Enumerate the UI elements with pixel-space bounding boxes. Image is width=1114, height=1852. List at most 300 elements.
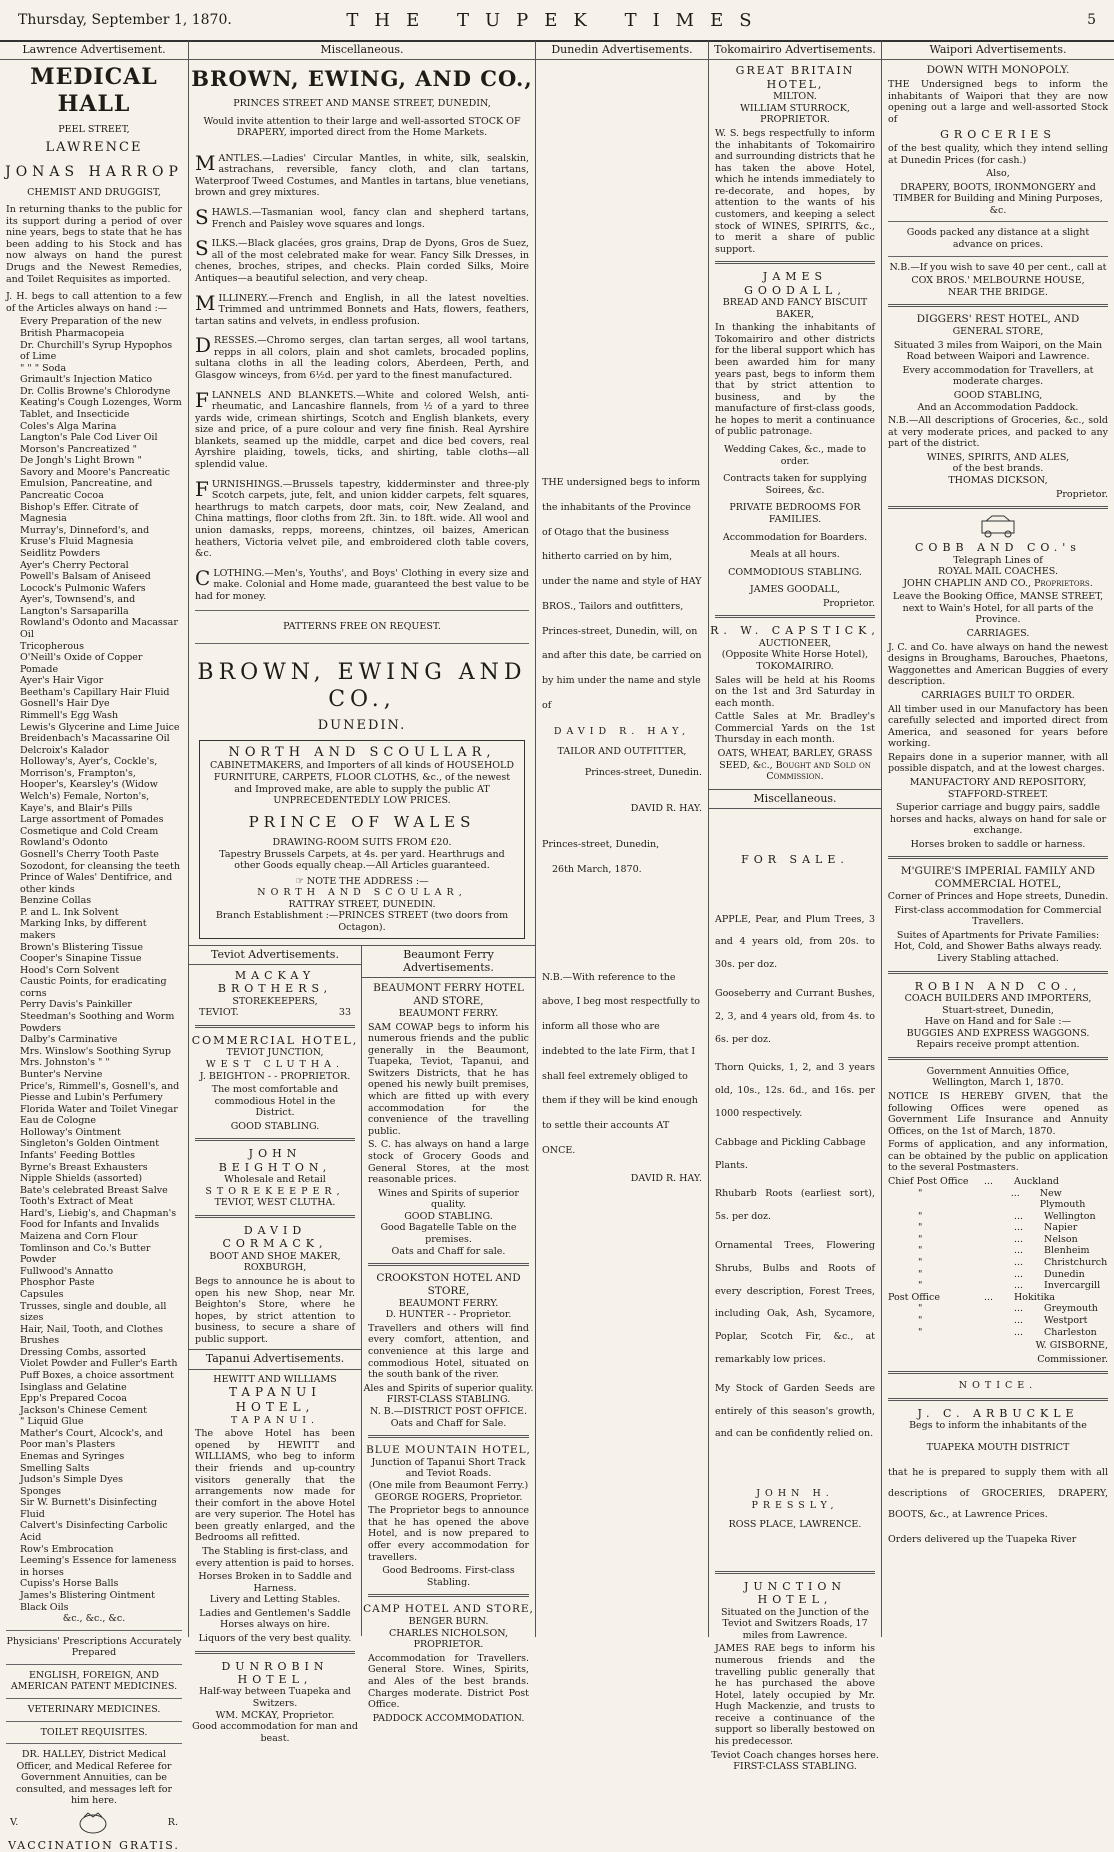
ad-line: BREAD AND FANCY BISCUIT	[722, 297, 868, 309]
ad-line: TEVIOT JUNCTION,	[226, 1047, 324, 1059]
article-item: Every Preparation of the new British Pharmacopeia	[20, 316, 162, 339]
article-item: Judson's Simple Dyes	[20, 1474, 124, 1486]
ad-line: And an Accommodation Paddock.	[917, 401, 1079, 413]
office-town: Nelson	[1044, 1233, 1078, 1245]
office-row	[888, 1315, 1108, 1327]
article-item: Cupiss's Horse Balls	[20, 1578, 119, 1590]
ad-line: WEST CLUTHA.	[205, 1058, 345, 1070]
ad-line: STAFFORD-STREET.	[947, 788, 1049, 800]
article-item: Lewis's Glycerine and Lime Juice	[20, 721, 180, 733]
office-dots: ...	[1014, 1210, 1024, 1222]
ad-body: that he is prepared to supply them with all descriptions of GROCERIES, DRAPERY, BOOTS, &c., at Lawrence Prices.	[888, 1467, 1108, 1521]
column-teviot	[189, 946, 362, 1744]
ad-body: In thanking the inhabitants of Tokomairiro and other districts for the liberal support which has been awarded him for many years past, begs to inform them that by strict attention to business, and by the manufacture of first-class goods, he hopes to merit a continuance of public patronage.	[715, 322, 875, 438]
office-dots: ...	[1014, 1245, 1024, 1257]
ad-line: Half-way between Tuapeka and Switzers.	[199, 1686, 351, 1710]
ad-town: LAWRENCE	[45, 139, 143, 155]
ad-title: BROWN, EWING, AND CO.,	[191, 66, 533, 92]
article-item: Dr. Collis Browne's Chlorodyne	[20, 385, 171, 397]
ad-line: WM. MCKAY, Proprietor.	[215, 1709, 335, 1721]
ad-body: JAMES RAE begs to inform his numerous friends and the travelling public generally that he has purchased the above Hotel, lately occupied by Mr. Hugh Mackenzie, and trusts to receive a continuance of the support so liberally bestowed on his predecessor.	[715, 1643, 875, 1748]
ad-title: TAPANUI HOTEL,	[228, 1385, 321, 1415]
article-item: Sponges	[20, 1485, 62, 1497]
ad-line: NORTH AND SCOULAR,	[257, 887, 467, 899]
ad-line: Proprietor.	[823, 597, 875, 609]
section-header: Miscellaneous.	[189, 41, 535, 60]
article-item: Enemas and Syringes	[20, 1451, 125, 1463]
article-item: Black Oils	[20, 1601, 69, 1613]
ad-body: Superior carriage and buggy pairs, saddle horses and hacks, always on hand for sale or exchange.	[889, 802, 1107, 837]
ad-line: AUCTIONEER,	[758, 637, 832, 649]
ad-body: CABINETMAKERS, and Importers of all kinds of HOUSEHOLD FURNITURE, CARPETS, FLOOR CLOTHS, &c., of the newest and Improved make, are able to supply the public AT UNPRECEDENTEDLY LOW PRICES.	[210, 760, 514, 807]
ad-body: Situated 3 miles from Waipori, on the Main Road between Waipori and Lawrence.	[893, 339, 1103, 363]
article-item: Delcroix's Kalador	[20, 744, 109, 756]
ad-trade: CHEMIST AND DRUGGIST,	[27, 186, 161, 198]
ad-address: RATTRAY STREET, DUNEDIN.	[288, 898, 436, 910]
article-item: Steedman's Soothing and Worm Powders	[20, 1011, 175, 1034]
ad-title: CAMP HOTEL AND STORE,	[363, 1603, 534, 1616]
office-kind: "	[918, 1326, 923, 1338]
ad-line: TAILOR AND OUTFITTER,	[557, 745, 687, 757]
ad-line: N. B.—DISTRICT POST OFFICE.	[370, 1405, 527, 1417]
ad-line: PADDOCK ACCOMMODATION.	[372, 1712, 525, 1724]
ad-body: Rhubarb Roots (earliest sort), 5s. per doz.	[715, 1188, 875, 1223]
office-town: Napier	[1044, 1222, 1078, 1234]
ad-town: BEAUMONT FERRY.	[398, 1297, 499, 1309]
ad-signature: DAVID R. HAY.	[630, 1173, 702, 1185]
article-item: Hard's, Liebig's, and Chapman's Food for Infants and Invalids	[20, 1207, 177, 1231]
newspaper-title: THE TUPEK TIMES	[346, 10, 768, 31]
section-header: Waipori Advertisements.	[882, 41, 1114, 60]
article-item: Infants' Feeding Bottles	[20, 1149, 136, 1161]
article-item: Beetham's Capillary Hair Fluid	[20, 686, 170, 698]
ad-line: Physicians' Prescriptions Accurately Prepared	[6, 1635, 182, 1659]
office-town: Dunedin	[1044, 1268, 1085, 1280]
ad-body: My Stock of Garden Seeds are entirely of this season's growth, and can be confidently relied on.	[715, 1382, 875, 1440]
ad-title: MACKAY BROTHERS,	[217, 969, 333, 996]
sub-columns	[189, 945, 535, 1744]
royal-cipher-v: V.	[10, 1817, 19, 1829]
article-item: Seidlitz Powders	[20, 547, 101, 559]
office-town: Charleston	[1044, 1326, 1097, 1338]
ad-date: 26th March, 1870.	[552, 864, 642, 876]
drapery-list	[189, 150, 535, 603]
office-dots: ...	[1014, 1257, 1024, 1269]
ad-line: COMMODIOUS STABLING.	[728, 566, 862, 578]
ad-body: The above Hotel has been opened by HEWITT and WILLIAMS, who beg to inform their friends and up-country visitors generally that the arrangements now made for their comfort in the above Hotel are very superior. The Hotel has been greatly enlarged, and the Bedrooms all refitted.	[195, 1428, 355, 1544]
article-item: Puff Boxes, a choice assortment	[20, 1369, 174, 1381]
article-item: Capsules	[20, 1288, 64, 1300]
ad-line: GEORGE ROGERS, Proprietor.	[374, 1491, 523, 1503]
ad-body: N.B.—If you wish to save 40 per cent., call at	[889, 261, 1107, 273]
ad-title: R. W. CAPSTICK,	[710, 624, 880, 638]
office-dots: ...	[1014, 1233, 1024, 1245]
article-item: Caustic Points, for eradicating corns	[20, 976, 167, 999]
office-dots: ...	[1014, 1314, 1024, 1326]
ad-line: MANUFACTORY AND REPOSITORY,	[909, 776, 1087, 788]
ad-line: FIRST-CLASS STABLING.	[733, 1761, 857, 1773]
ad-line: Teviot Coach changes horses here.	[711, 1749, 879, 1761]
ad-title: JUNCTION HOTEL,	[743, 1579, 847, 1607]
ad-body: Leave the Booking Office, MANSE STREET, next to Wain's Hotel, for all parts of the Province.	[892, 591, 1104, 626]
article-item: Maizena and Corn Flour	[20, 1231, 138, 1243]
ad-line: of the best brands.	[952, 463, 1044, 475]
article-item: Prince of Wales' Dentifrice, and other kinds	[20, 872, 173, 895]
ad-body: THE undersigned begs to inform the inhabitants of the Province of Otago that the business hitherto carried on by him, under the name and style of HAY BROS., Tailors and outfitters, Princes-street, Dunedin, will, on and after this date, be carried on by him under the name and style of	[542, 477, 702, 711]
ad-line: Junction of Tapanui Short Track and Teviot Roads.	[371, 1456, 526, 1480]
office-town: Invercargill	[1044, 1280, 1101, 1292]
drapery-paragraph: SHAWLS.—Tasmanian wool, fancy clan and shepherd tartans, French and Paisley wove squares and longs.	[195, 205, 529, 230]
office-row	[888, 1269, 1108, 1281]
ad-line: GOOD STABLING.	[230, 1120, 320, 1132]
ad-body: The most comfortable and commodious Hotel in the District.	[211, 1084, 339, 1119]
ad-line: VACCINATION GRATIS.	[8, 1839, 180, 1852]
ad-line: (Opposite White Horse Hotel),	[721, 649, 869, 661]
ad-title: M'GUIRE'S IMPERIAL FAMILY AND COMMERCIAL HOTEL,	[900, 865, 1096, 891]
ad-etc: &c., &c., &c.	[62, 1613, 126, 1625]
ad-line: STOREKEEPER,	[205, 1185, 345, 1197]
article-item: Dressing Combs, assorted	[20, 1346, 146, 1358]
section-header: Beaumont Ferry Advertisements.	[362, 946, 535, 979]
ad-body: THE Undersigned begs to inform the inhabitants of Waipori that they are now opening out a large and well-assorted Stock of	[888, 79, 1108, 125]
article-item: Rowland's Odonto and Macassar Oil	[20, 617, 178, 640]
article-item: Large assortment of Pomades	[20, 814, 164, 826]
article-item: Sozodont, for cleansing the teeth	[20, 860, 180, 872]
ad-line: VETERINARY MEDICINES.	[27, 1704, 161, 1715]
ad-title: DUNROBIN HOTEL,	[221, 1659, 329, 1687]
article-item: Holloway's Ointment	[20, 1126, 121, 1138]
ad-title: J. C. ARBUCKLE	[917, 1406, 1079, 1420]
ad-body: Every accommodation for Travellers, at moderate charges.	[902, 364, 1094, 388]
ad-title: CROOKSTON HOTEL AND STORE,	[376, 1272, 521, 1297]
ad-title: BLUE MOUNTAIN HOTEL,	[366, 1444, 531, 1457]
column-beaumont	[362, 946, 535, 1724]
drapery-paragraph: FURNISHINGS.—Brussels tapestry, kidderminster and three-ply Scotch carpets, jute, felt, and union kidder carpets, felt squares, hearthrugs to match carpets, door mats, coir, New Zealand, and China mattings, floor cloths from 2ft. 3in. to 18ft. wide. All wool and union damasks, repps, moreens, chintzes, oil baizes, American heathers, Victoria velvet pile, and embroidered cloth table covers, &c.	[195, 476, 529, 560]
ad-line: Ales and Spirits of superior quality.	[363, 1382, 534, 1394]
ad-title: FOR SALE.	[741, 853, 849, 867]
ad-address: Corner of Princes and Hope streets, Dunedin.	[887, 891, 1109, 903]
ad-body: Repairs done in a superior manner, with all possible dispatch, and at the lowest charges.	[888, 751, 1108, 775]
article-item: Mather's Court, Alcock's, and Poor man's Plasters	[20, 1427, 163, 1451]
office-dots: ...	[1010, 1187, 1020, 1199]
ad-title: NORTH AND SCOULLAR,	[228, 744, 496, 760]
article-item: Violet Powder and Fuller's Earth	[20, 1358, 178, 1370]
office-dots: ...	[984, 1176, 994, 1188]
ad-address: ROSS PLACE, LAWRENCE.	[728, 1519, 862, 1531]
ad-signature: JOHN H. PRESSLY,	[751, 1488, 839, 1511]
section-header: Tapanui Advertisements.	[189, 1349, 361, 1369]
article-item: Cooper's Sinapine Tissue	[20, 953, 142, 965]
office-town: Blenheim	[1044, 1245, 1090, 1257]
article-item: Hair, Nail, Tooth, and Clothes Brushes	[20, 1323, 163, 1347]
column-tokomairiro	[709, 41, 882, 1773]
office-kind: "	[918, 1257, 923, 1269]
article-item: Ayer's Cherry Pectoral	[20, 559, 129, 571]
article-item: Eau de Cologne	[20, 1115, 97, 1127]
ad-line: ENGLISH, FOREIGN, AND AMERICAN PATENT MEDICINES.	[10, 1669, 178, 1693]
article-item: Holloway's, Ayer's, Cockle's, Morrison's, Frampton's, Hooper's, Kearsley's (Widow Welch's) Female, Norton's, Kaye's, and Blair's Pills	[20, 756, 158, 814]
ad-line: ☞ NOTE THE ADDRESS :—	[295, 875, 429, 887]
article-item: Bunter's Nervine	[20, 1068, 103, 1080]
ad-line: OATS, WHEAT, BARLEY, GRASS SEED, &c., Bought and Sold on Commission.	[717, 748, 873, 783]
ad-line: BOOT AND SHOE MAKER,	[209, 1250, 341, 1262]
article-item: Marking Inks, by different makers	[20, 918, 147, 941]
ad-line: CARRIAGES.	[966, 628, 1030, 640]
drapery-paragraph: MILLINERY.—French and English, in all the latest novelties. Trimmed and untrimmed Bonnets and Hats, flowers, feathers, tartan satins and velvets, in endless profusion.	[195, 290, 529, 327]
ad-line: Government Annuities Office,	[926, 1065, 1070, 1077]
ad-town: TEVIOT.	[199, 1007, 239, 1019]
ad-line: GROCERIES	[940, 127, 1056, 141]
article-item: Tricopherous	[20, 640, 85, 652]
article-item: Grimault's Injection Matico	[20, 374, 153, 386]
ad-line: Telegraph Lines of	[953, 554, 1043, 566]
article-item: Locock's Pulmonic Wafers	[20, 582, 146, 594]
ad-body: S. C. has always on hand a large stock of Grocery Goods and General Stores, at the most reasonable prices.	[368, 1139, 529, 1186]
office-row	[888, 1176, 1108, 1188]
article-item: " Liquid Glue	[20, 1416, 84, 1428]
article-item: Benzine Collas	[20, 895, 92, 907]
ad-line: TEVIOT, WEST CLUTHA.	[214, 1197, 336, 1209]
article-item: Row's Embrocation	[20, 1543, 114, 1555]
ad-body: Begs to announce he is about to open his new Shop, near Mr. Beighton's Store, where he hopes, by strict attention to business, to secure a share of public support.	[195, 1275, 355, 1345]
ad-line: Liquors of the very best quality.	[198, 1633, 352, 1645]
article-item: Morson's Pancreatized "	[20, 443, 138, 455]
ad-line: Contracts taken for supplying Soirees, &c.	[723, 473, 867, 496]
article-item: " " " Soda	[20, 362, 67, 374]
ad-body: NOTICE IS HEREBY GIVEN, that the following Offices were opened as Government Life Insurance and Annuity Offices, on the 1st of March, 1870.	[888, 1090, 1108, 1137]
office-dots: ...	[1014, 1303, 1024, 1315]
office-kind: "	[918, 1245, 923, 1257]
ad-body: Cattle Sales at Mr. Bradley's Commercial Yards on the 1st Thursday in each month.	[715, 711, 875, 746]
ad-line: Horses broken to saddle or harness.	[910, 838, 1086, 850]
page-number: 5	[1087, 12, 1096, 28]
ad-proprietor: JONAS HARROP	[5, 163, 183, 180]
office-kind: "	[918, 1187, 923, 1199]
ad-town: DUNEDIN.	[317, 717, 407, 733]
office-kind: Chief Post Office	[888, 1176, 969, 1188]
ad-line: Have on Hand and for Sale :—	[924, 1016, 1072, 1028]
ad-line: Oats and Chaff for Sale.	[390, 1417, 507, 1429]
ad-body: Ornamental Trees, Flowering Shrubs, Bulbs and Roots of every description, Forest Trees, including Oak, Ash, Sycamore, Poplar, Scotch Fir, &c., at remarkably low prices.	[715, 1239, 875, 1365]
royal-cipher-r: R.	[167, 1817, 178, 1829]
drapery-paragraph: CLOTHING.—Men's, Youths', and Boys' Clothing in every size and make. Colonial and Home made, guaranteed the best value to be had for money.	[195, 565, 529, 602]
ad-signature: W. GISBORNE,	[1035, 1340, 1108, 1352]
ad-line: Horses Broken in to Saddle and Harness.	[198, 1571, 352, 1594]
article-item: Bate's celebrated Breast Salve	[20, 1184, 168, 1196]
office-list	[882, 1176, 1114, 1338]
ad-signature: JAMES GOODALL,	[749, 584, 841, 596]
office-town: Auckland	[1014, 1176, 1059, 1188]
section-header: Miscellaneous.	[709, 789, 881, 809]
ad-title: COMMERCIAL HOTEL,	[191, 1033, 359, 1047]
article-item: Bishop's Effer. Citrate of Magnesia	[20, 501, 139, 525]
ad-line: Commissioner.	[1037, 1353, 1108, 1365]
drapery-paragraph: MANTLES.—Ladies' Circular Mantles, in white, silk, sealskin, astrachans, reversible, fancy cloth, and clan tartans, Waterproof Tweed Costumes, and Mantles in tartans, blue venetians, brown and grey mixtures.	[195, 150, 529, 199]
ad-line: Situated on the Junction of the Teviot and Switzers Roads, 17 miles from Lawrence.	[720, 1606, 869, 1641]
article-item: Savory and Moore's Pancreatic Emulsion, Pancreatine, and Pancreatic Cocoa	[20, 466, 170, 502]
office-town: New Plymouth	[1039, 1187, 1086, 1211]
ad-line: J. BEIGHTON - - PROPRIETOR.	[199, 1070, 351, 1082]
ad-line: COX BROS.' MELBOURNE HOUSE,	[911, 275, 1085, 287]
drapery-paragraph: DRESSES.—Chromo serges, clan tartan serges, all wool tartans, repps in all colors, plain and shot camlets, brocaded poplins, sultana cloths in all the leading colors, Aberdeen, Perth, and Glasgow winceys, from 6½d. per yard to the finest manufactured.	[195, 333, 529, 381]
office-row	[888, 1245, 1108, 1257]
office-town: Christchurch	[1044, 1257, 1108, 1269]
ad-body: First-class accommodation for Commercial Travellers.	[894, 904, 1102, 928]
office-dots: ...	[1014, 1326, 1024, 1338]
ad-line: Meals at all hours.	[750, 549, 840, 561]
article-item: Isinglass and Gelatine	[20, 1381, 127, 1393]
section-header: Lawrence Advertisement.	[0, 41, 188, 60]
office-row	[888, 1280, 1108, 1292]
article-item: Keating's Cough Lozenges, Worm Tablet, and Insecticide	[20, 397, 182, 420]
ad-body: DRAPERY, BOOTS, IRONMONGERY and TIMBER for Building and Mining Purposes, &c.	[893, 181, 1103, 216]
ad-body: Travellers and others will find every comfort, attention, and convenience at this large and commodious Hotel, situated on the south bank of the river.	[368, 1322, 529, 1381]
ad-address: Princes-street, Dunedin,	[542, 838, 660, 850]
article-item: Price's, Rimmell's, Gosnell's, and Piesse and Lubin's Perfumery	[20, 1080, 180, 1104]
office-kind: "	[918, 1210, 923, 1222]
ad-line: BUGGIES AND EXPRESS WAGGONS.	[906, 1027, 1090, 1039]
ad-line: GOOD STABLING,	[953, 389, 1043, 401]
article-item: Epp's Prepared Cocoa	[20, 1393, 127, 1405]
office-kind: "	[918, 1233, 923, 1245]
ad-body: APPLE, Pear, and Plum Trees, 3 and 4 years old, from 20s. to 30s. per doz.	[715, 913, 875, 971]
office-row	[888, 1327, 1108, 1339]
ad-address: PRINCES STREET AND MANSE STREET, DUNEDIN,	[233, 98, 491, 110]
section-header: Dunedin Advertisements.	[536, 41, 708, 60]
ad-body: J. H. begs to call attention to a few of the Articles always on hand :—	[6, 291, 182, 314]
article-item: Leeming's Essence for lameness in horses	[20, 1555, 177, 1578]
ad-title: DOWN WITH MONOPOLY.	[926, 64, 1070, 77]
ad-line: FIRST-CLASS STABLING.	[386, 1394, 511, 1406]
ad-body: DR. HALLEY, District Medical Officer, and Medical Referee for Government Annuities, can be consulted, and messages left for him here.	[15, 1749, 173, 1807]
article-item: Perry Davis's Painkiller	[20, 999, 132, 1011]
ad-line: Proprietor.	[1056, 488, 1108, 500]
ad-town: TAPANUI.	[230, 1414, 320, 1426]
column-dunedin	[536, 41, 709, 1637]
ad-line: Oats and Chaff for sale.	[391, 1245, 506, 1257]
article-item: Nipple Shields (assorted)	[20, 1173, 143, 1185]
issue-date: Thursday, September 1, 1870.	[18, 12, 232, 28]
office-kind: "	[918, 1314, 923, 1326]
ad-title: MEDICAL HALL	[30, 64, 158, 118]
ad-line: TOILET REQUISITES.	[40, 1726, 148, 1738]
ad-title: ROBIN AND CO.,	[914, 979, 1082, 993]
section-header: Teviot Advertisements.	[189, 946, 361, 965]
ad-body: J. C. and Co. have always on hand the newest designs in Broughams, Barouches, Phaetons, Waggonettes and American Buggies of every description.	[888, 641, 1108, 688]
ad-line: Repairs receive prompt attention.	[916, 1039, 1080, 1051]
royal-crest-icon	[76, 1811, 110, 1835]
ad-line: WILLIAM STURROCK, PROPRIETOR.	[740, 102, 850, 126]
article-item: Hood's Corn Solvent	[20, 964, 120, 976]
article-item: P. and L. Ink Solvent	[20, 906, 119, 918]
ad-address: PEEL STREET,	[58, 124, 130, 136]
ad-address: Stuart-street, Dunedin,	[942, 1004, 1054, 1016]
ad-body: SAM COWAP begs to inform his numerous friends and the public generally in the Beaumont, Tuapeka, Teviot, Tapanui, and Switzers Districts, that he has opened his newly built premises, which are fitted up with every accommodation for the convenience of the travelling public.	[368, 1021, 529, 1137]
office-row	[888, 1292, 1108, 1304]
ad-address: Branch Establishment :—PRINCES STREET (two doors from Octagon).	[215, 910, 509, 934]
ad-signature: DAVID R. HAY.	[630, 803, 702, 815]
ad-line: PATTERNS FREE ON REQUEST.	[283, 621, 441, 633]
ad-line: BAKER,	[775, 308, 815, 320]
column-waipori	[882, 41, 1114, 1637]
ad-town: BEAUMONT FERRY.	[398, 1008, 499, 1019]
ad-body: of the best quality, which they intend selling at Dunedin Prices (for cash.)	[888, 142, 1108, 166]
ad-body: W. S. begs respectfully to inform the inhabitants of Tokomairiro and surrounding districts that he has taken the above Hotel, which he intends immediately to re-decorate, and hopes, by attention to the wants of his customers, and keeping a select stock of WINES, SPIRITS, &c., to merit a share of public support.	[715, 127, 875, 255]
drapery-paragraph: FLANNELS AND BLANKETS.—White and colored Welsh, anti-rheumatic, and Lancashire flannels, from ½ of a yard to three yards wide, crimean shirtings, Scotch and English blankets, every size and price, of a pure colour and very fine finish. Real Ayrshire blankets, seamed up the middle, carpet and dice bed covers, real Ayrshire plaiding, towels, ticks, and shirting, table cloths—all splendid value.	[195, 387, 529, 471]
ad-line: HEWITT AND WILLIAMS	[213, 1373, 337, 1385]
ad-body: Accommodation for Travellers. General Store. Wines, Spirits, and Ales of the best brands. Charges moderate. District Post Office.	[368, 1652, 529, 1711]
ad-title: DAVID CORMACK,	[222, 1223, 328, 1251]
ad-line: Wines and Spirits of superior quality.	[378, 1187, 519, 1211]
article-item: Calvert's Disinfecting Carbolic Acid	[20, 1520, 168, 1544]
masthead	[0, 0, 1114, 42]
ad-line: CARRIAGES BUILT TO ORDER.	[921, 689, 1075, 701]
ad-body: Would invite attention to their large and well-assorted STOCK OF DRAPERY, imported direct from the Home Markets.	[203, 115, 521, 139]
office-row	[888, 1303, 1108, 1315]
office-row	[888, 1234, 1108, 1246]
ad-line: GENERAL STORE,	[952, 326, 1044, 338]
office-dots: ...	[1014, 1222, 1024, 1234]
ad-body: Suites of Apartments for Private Families: Hot, Cold, and Shower Baths always ready. Livery Stabling attached.	[894, 929, 1102, 964]
article-item: Rimmell's Egg Wash	[20, 710, 119, 722]
ad-title: DAVID R. HAY,	[553, 726, 691, 738]
ad-body: Gooseberry and Currant Bushes, 2, 3, and 4 years old, from 4s. to 6s. per doz.	[715, 987, 875, 1045]
office-kind: Post Office	[888, 1291, 940, 1303]
office-dots: ...	[1014, 1280, 1024, 1292]
ad-town: BENGER BURN.	[408, 1616, 489, 1628]
ad-line: Also,	[986, 168, 1010, 180]
ad-body: All timber used in our Manufactory has been carefully selected and imported direct from America, and seasoned for years before working.	[888, 703, 1108, 750]
ad-title: BEAUMONT FERRY HOTEL AND STORE,	[373, 982, 524, 1008]
ad-title: COBB AND CO.'s	[915, 541, 1081, 555]
office-kind: "	[918, 1303, 923, 1315]
ad-signature: THOMAS DICKSON,	[948, 475, 1048, 487]
ad-line: Wholesale and Retail	[224, 1174, 326, 1186]
ad-line: DRAWING-ROOM SUITS FROM £20.	[272, 836, 452, 848]
ad-title: GREAT BRITAIN HOTEL,	[735, 64, 855, 91]
article-item: Powell's Balsam of Aniseed	[20, 571, 151, 583]
ad-number: 33	[338, 1007, 351, 1019]
article-item: Ayer's, Townsend's, and Langton's Sarsaparilla	[20, 594, 136, 617]
ad-line: Wedding Cakes, &c., made to order.	[723, 444, 867, 467]
article-item: Dalby's Carminative	[20, 1034, 118, 1046]
article-item: Trusses, single and double, all sizes	[20, 1300, 167, 1324]
article-item: Smelling Salts	[20, 1462, 90, 1474]
ad-body: Thorn Quicks, 1, 2, and 3 years old, 10s., 12s. 6d., and 16s. per 1000 respectively.	[715, 1062, 875, 1119]
ad-title: NOTICE.	[958, 1380, 1038, 1392]
ad-title: JOHN BEIGHTON,	[218, 1147, 332, 1174]
office-town: Westport	[1044, 1314, 1088, 1326]
article-item: O'Neill's Oxide of Copper Pomade	[20, 652, 143, 675]
article-item: James's Blistering Ointment	[20, 1589, 155, 1601]
ad-line: COACH BUILDERS AND IMPORTERS,	[904, 992, 1092, 1004]
ad-body: The Proprietor begs to announce that he has opened the above Hotel, and is now prepared to offer every accommodation for travellers.	[368, 1505, 529, 1563]
office-town: Greymouth	[1044, 1303, 1098, 1315]
article-item: Gosnell's Hair Dye	[20, 698, 110, 710]
ad-line: D. HUNTER - - Proprietor.	[385, 1309, 512, 1321]
office-kind: "	[918, 1222, 923, 1234]
ad-line: STOREKEEPERS,	[232, 995, 318, 1007]
coach-crest-icon	[976, 515, 1020, 537]
office-row	[888, 1257, 1108, 1269]
article-item: Tomlinson and Co.'s Butter Powder	[20, 1242, 151, 1266]
ad-line: Livery and Letting Stables.	[209, 1594, 341, 1606]
drapery-paragraph: SILKS.—Black glacées, gros grains, Drap de Dyons, Gros de Suez, all of the most celebrated make for wear. Fancy Silk Dresses, in chenes, broches, stripes, and checks. Plain corded Silks, Moire Antiques—a beautiful selection, and very cheap.	[195, 236, 529, 284]
article-item: Gosnell's Cherry Tooth Paste	[20, 848, 159, 860]
blank-space	[536, 64, 708, 469]
ad-line: CHARLES NICHOLSON, PROPRIETOR.	[388, 1627, 509, 1651]
article-item: Rowland's Odonto	[20, 837, 108, 849]
